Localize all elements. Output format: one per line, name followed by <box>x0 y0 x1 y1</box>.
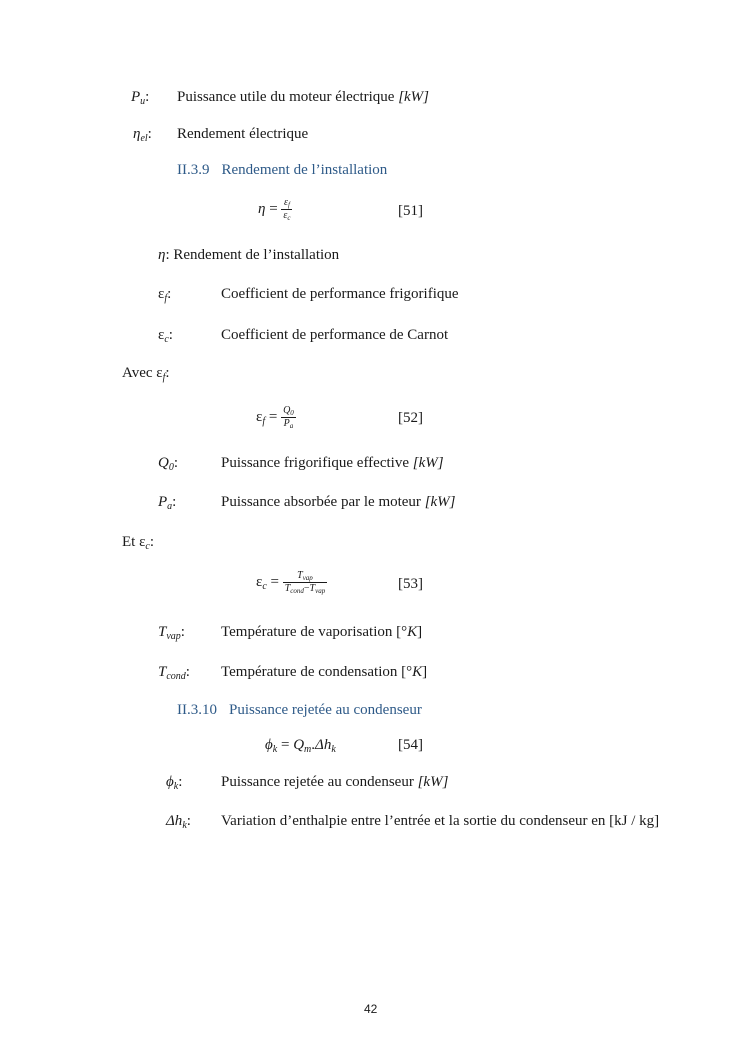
symbol-tvap: $T_{vap}$: <box>158 624 185 642</box>
definition-pa: Puissance absorbée par le moteur [kW] <box>221 494 456 510</box>
et-line: Et $\varepsilon_c$: <box>122 534 155 552</box>
symbol-eta-el: $\eta_{el}$: <box>133 126 152 144</box>
definition-epsilon-c: Coefficient de performance de Carnot <box>221 327 449 343</box>
symbol-epsilon-c: $\varepsilon_c$: <box>158 327 173 345</box>
symbol-tcond: $T_{cond}$: <box>158 664 190 682</box>
page-number: 42 <box>364 1002 378 1016</box>
definition-tcond: Température de condensation [°K] <box>221 664 428 680</box>
definition-eta-el: Rendement électrique <box>177 126 309 142</box>
symbol-phi-k: $\phi_k$: <box>166 774 183 792</box>
definition-epsilon-f: Coefficient de performance frigorifique <box>221 286 459 302</box>
fraction-52: $\frac{Q_0}{P_a}$ <box>283 405 294 431</box>
definition-pu: Puissance utile du moteur électrique [kW] <box>177 89 430 105</box>
definition-phi-k: Puissance rejetée au condenseur [kW] <box>221 774 449 790</box>
definition-delta-hk: Variation d’enthalpie entre l’entrée et la sortie du condenseur en [kJ / kg] <box>221 813 660 829</box>
equation-54: $\phi_k = Q_m.\Delta h_k$ <box>265 737 336 755</box>
symbol-pu: $P_u$: <box>131 89 150 107</box>
symbol-epsilon-f: $\varepsilon_f$: <box>158 286 172 304</box>
section-heading-rendement: II.3.9 Rendement de l’installation <box>177 162 388 178</box>
symbol-pa: $P_a$: <box>158 494 177 512</box>
fraction-53: $\frac{T_{vap}}{T_{cond}-T_{vap}}$ <box>284 570 326 596</box>
fraction-51: $\frac{\varepsilon_f}{\varepsilon_c}$ <box>283 197 291 223</box>
equation-51: η = $\frac{\varepsilon_f}{\varepsilon_c}$ <box>258 197 291 223</box>
definition-eta: η: Rendement de l’installation <box>158 247 340 263</box>
symbol-q0: $Q_0$: <box>158 455 179 473</box>
equation-ref-51: [51] <box>398 203 423 219</box>
equation-53: $\varepsilon_c$ = $\frac{T_{vap}}{T_{cond}-T_{vap}}$ <box>256 570 326 596</box>
definition-q0: Puissance frigorifique effective [kW] <box>221 455 444 471</box>
equation-ref-54: [54] <box>398 737 423 753</box>
symbol-delta-hk: $\Delta h_k$: <box>166 813 191 831</box>
section-heading-puissance-rejetee: II.3.10 Puissance rejetée au condenseur <box>177 702 422 718</box>
equation-ref-52: [52] <box>398 410 423 426</box>
equation-ref-53: [53] <box>398 576 423 592</box>
avec-line: Avec $\varepsilon_f$: <box>122 365 170 383</box>
definition-tvap: Température de vaporisation [°K] <box>221 624 423 640</box>
equation-52: $\varepsilon_f$ = $\frac{Q_0}{P_a}$ <box>256 405 294 431</box>
